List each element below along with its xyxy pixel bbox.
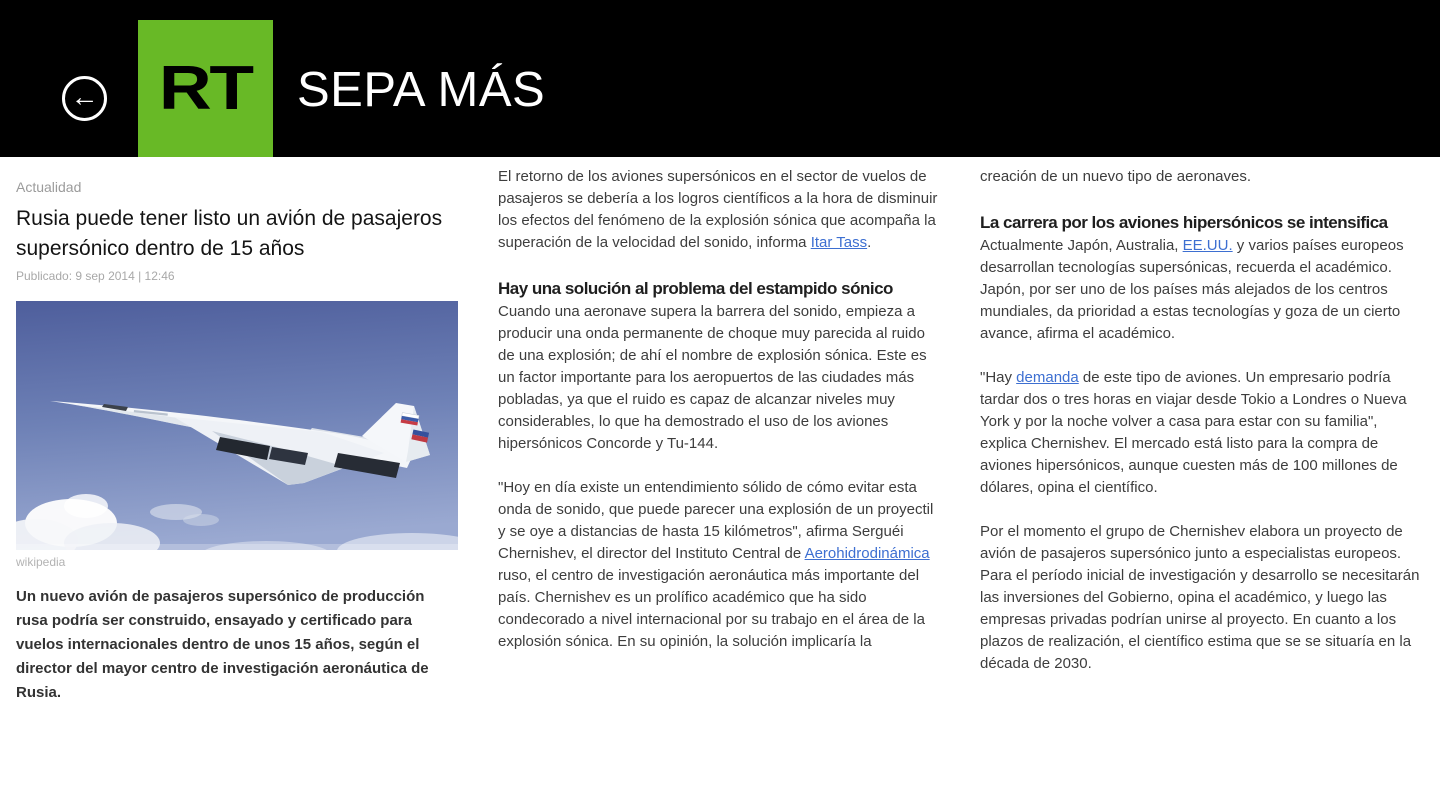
link-demanda[interactable]: demanda: [1016, 369, 1079, 386]
paragraph: [980, 367, 1422, 499]
app-header: [0, 0, 1440, 157]
text-segment: .: [867, 234, 872, 251]
article-image-supersonic-plane: [16, 301, 458, 550]
text-segment: Actualmente Japón, Australia,: [980, 237, 1183, 254]
back-arrow-icon: ←: [70, 81, 99, 112]
text-segment: ruso, el centro de investigación aeronáutica más importante del país. Chernishev es un prolífico académico que ha sido condecorado a nivel internacional por su trabajo en el área de la explosión sónica. En su opinión, la solución implicaría la: [498, 567, 925, 650]
paragraph: Por el momento el grupo de Chernishev elabora un proyecto de avión de pasajeros supersónico junto a especialistas europeos. Para el período inicial de investigación y desarrollo se necesitarán las inversiones del Gobierno, opina el académico, y luego las empresas privadas podrían unirse al proyecto. En cuanto a los plazos de realización, el científico estima que se se situaría en la década de 2030.: [980, 523, 1420, 672]
article-column-3: [980, 157, 1422, 705]
text-segment: El retorno de los aviones supersónicos en el sector de vuelos de pasajeros se debería a los logros científicos a la hora de disminuir los efectos del fenómeno de la explosión sónica que acompaña la superación de la velocidad del sonido, informa: [498, 168, 938, 251]
paragraph: [498, 166, 940, 254]
paragraph: creación de un nuevo tipo de aeronaves.: [980, 168, 1252, 185]
article-column-1: [16, 157, 458, 705]
page-title: SEPA MÁS: [297, 63, 546, 117]
section-heading-estampido: Hay una solución al problema del estampido sónico: [498, 279, 893, 298]
text-segment: de este tipo de aviones. Un empresario podría tardar dos o tres horas en viajar desde Tokio a Londres o Nueva York y por la noche volver a casa para estar con su familia", explica Chernishev. El mercado está listo para la compra de aviones hipersónicos, aunque cuesten más de 100 millones de dólares, opina el científico.: [980, 369, 1407, 496]
paragraph: Cuando una aeronave supera la barrera del sonido, empieza a producir una onda permanente de choque muy parecida al ruido de una explosión; de ahí el nombre de explosión sónica. Este es un factor importante para los aeropuertos de las ciudades más pobladas, ya que el ruido es capaz de alcanzar niveles muy considerables, lo que ha demostrado el uso de los aviones hipersónicos Concorde y Tu-144.: [498, 303, 927, 452]
link-itar-tass[interactable]: Itar Tass: [810, 234, 868, 251]
publish-date: Publicado: 9 sep 2014 | 12:46: [16, 269, 175, 283]
article-content: [0, 157, 1440, 705]
article-headline: Rusia puede tener listo un avión de pasajeros supersónico dentro de 15 años: [16, 207, 443, 260]
back-button[interactable]: [62, 76, 107, 121]
text-segment: "Hay: [980, 369, 1017, 386]
paragraph: [980, 235, 1422, 345]
article-figure: [16, 301, 458, 569]
text-segment: "Hoy en día existe un entendimiento sólido de cómo evitar esta onda de sonido, que puede parecer una explosión de un proyectil y se oye a distancias de hasta 15 kilómetros", afirma Serguéi Chernishev, el director del Instituto Central de: [498, 479, 934, 562]
image-caption: wikipedia: [16, 555, 66, 569]
article-column-2: [498, 157, 940, 705]
link-eeuu[interactable]: EE.UU.: [1182, 237, 1233, 254]
category-label: Actualidad: [16, 179, 82, 195]
lead-paragraph: Un nuevo avión de pasajeros supersónico de producción rusa podría ser construido, ensayado y certificado para vuelos internacionales dentro de unos 15 años, según el director del mayor centro de investigación aeronáutica de Rusia.: [16, 588, 429, 701]
section-heading-carrera: La carrera por los aviones hipersónicos se intensifica: [980, 213, 1388, 232]
paragraph: [498, 477, 940, 653]
link-aerohidrodinamica[interactable]: Aerohidrodinámica: [804, 545, 930, 562]
rt-logo[interactable]: [138, 20, 273, 157]
rt-logo-text: RT: [159, 54, 252, 123]
text-segment: y varios países europeos desarrollan tecnologías supersónicas, recuerda el académico. Japón, por ser uno de los países más alejados de los centros mundiales, da prioridad a estas tecnologías y goza de un cierto avance, afirma el académico.: [980, 237, 1404, 342]
